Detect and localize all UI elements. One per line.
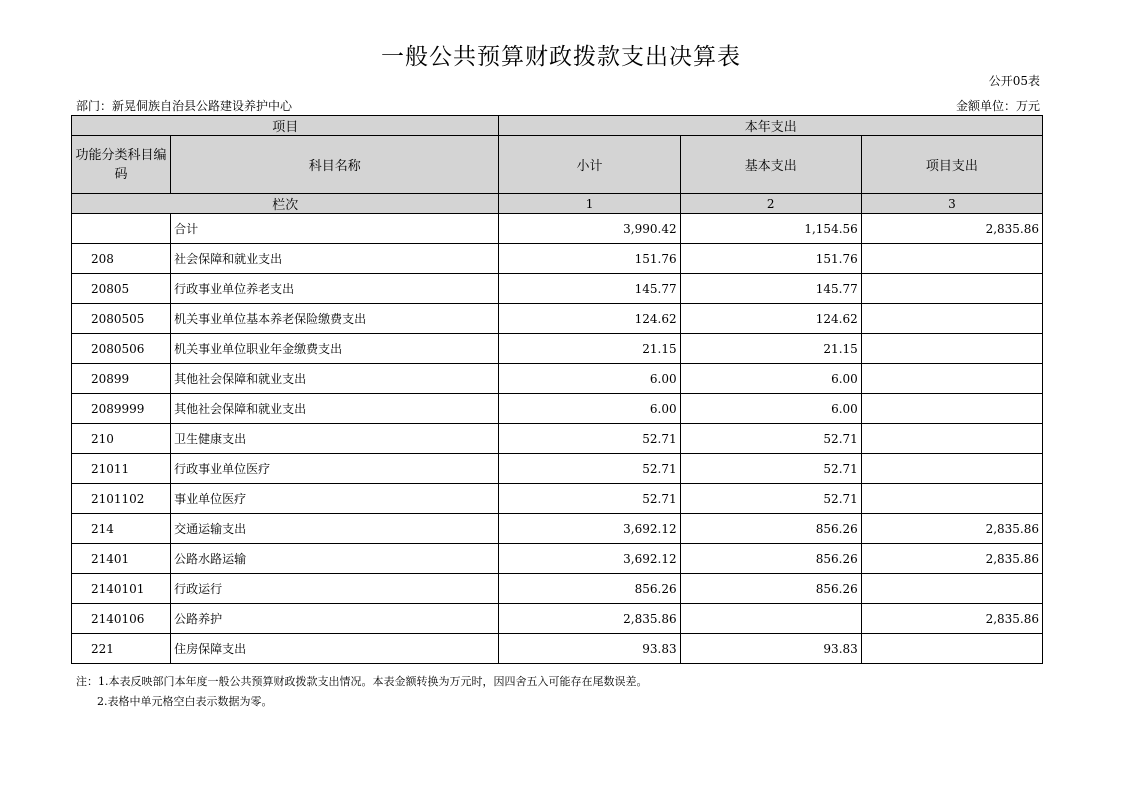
header-col-2: 2 bbox=[680, 194, 861, 214]
cell-subtotal: 3,990.42 bbox=[499, 214, 680, 244]
report-title: 一般公共预算财政拨款支出决算表 bbox=[381, 44, 741, 70]
table-row bbox=[72, 484, 1043, 514]
cell-subtotal: 6.00 bbox=[499, 394, 680, 424]
cell-basic: 856.26 bbox=[680, 574, 861, 604]
cell-code: 20805 bbox=[72, 274, 171, 304]
cell-subtotal: 3,692.12 bbox=[499, 544, 680, 574]
notes bbox=[76, 672, 648, 712]
cell-subtotal: 151.76 bbox=[499, 244, 680, 274]
header-year-expense: 本年支出 bbox=[499, 116, 1043, 136]
cell-subtotal: 52.71 bbox=[499, 424, 680, 454]
cell-code: 2089999 bbox=[72, 394, 171, 424]
cell-code: 21401 bbox=[72, 544, 171, 574]
cell-subtotal: 124.62 bbox=[499, 304, 680, 334]
table-row bbox=[72, 424, 1043, 454]
cell-subject-name: 行政事业单位医疗 bbox=[171, 454, 499, 484]
cell-basic: 145.77 bbox=[680, 274, 861, 304]
cell-project bbox=[861, 574, 1042, 604]
table-row bbox=[72, 394, 1043, 424]
cell-basic: 52.71 bbox=[680, 484, 861, 514]
cell-subtotal: 93.83 bbox=[499, 634, 680, 664]
table-row bbox=[72, 244, 1043, 274]
header-col-3: 3 bbox=[861, 194, 1042, 214]
cell-project: 2,835.86 bbox=[861, 214, 1042, 244]
form-number: 公开05表 bbox=[988, 74, 1040, 88]
cell-subject-name: 交通运输支出 bbox=[171, 514, 499, 544]
note-1: 注：1.本表反映部门本年度一般公共预算财政拨款支出情况。本表金额转换为万元时，因四舍五入可能存在尾数误差。 bbox=[76, 675, 648, 688]
cell-project: 2,835.86 bbox=[861, 604, 1042, 634]
table-row bbox=[72, 454, 1043, 484]
table-row bbox=[72, 364, 1043, 394]
table-row bbox=[72, 514, 1043, 544]
header-col-1: 1 bbox=[499, 194, 680, 214]
cell-subject-name: 卫生健康支出 bbox=[171, 424, 499, 454]
cell-project bbox=[861, 634, 1042, 664]
cell-subtotal: 856.26 bbox=[499, 574, 680, 604]
cell-subject-name: 社会保障和就业支出 bbox=[171, 244, 499, 274]
table-row bbox=[72, 214, 1043, 244]
header-project-expense: 项目支出 bbox=[861, 136, 1042, 194]
table-row bbox=[72, 334, 1043, 364]
header-column-no: 栏次 bbox=[72, 194, 499, 214]
cell-code: 208 bbox=[72, 244, 171, 274]
header-func-code: 功能分类科目编码 bbox=[72, 136, 171, 194]
header-row-1 bbox=[72, 116, 1043, 136]
header-basic: 基本支出 bbox=[680, 136, 861, 194]
cell-subtotal: 6.00 bbox=[499, 364, 680, 394]
cell-subtotal: 52.71 bbox=[499, 484, 680, 514]
cell-subject-name: 事业单位医疗 bbox=[171, 484, 499, 514]
cell-project bbox=[861, 394, 1042, 424]
cell-project bbox=[861, 334, 1042, 364]
cell-project bbox=[861, 484, 1042, 514]
cell-code: 2140101 bbox=[72, 574, 171, 604]
header-project: 项目 bbox=[72, 116, 499, 136]
cell-subject-name: 机关事业单位职业年金缴费支出 bbox=[171, 334, 499, 364]
cell-basic: 93.83 bbox=[680, 634, 861, 664]
cell-basic: 124.62 bbox=[680, 304, 861, 334]
table-row bbox=[72, 634, 1043, 664]
cell-subtotal: 3,692.12 bbox=[499, 514, 680, 544]
cell-project: 2,835.86 bbox=[861, 544, 1042, 574]
cell-code: 214 bbox=[72, 514, 171, 544]
cell-basic: 856.26 bbox=[680, 544, 861, 574]
cell-subject-name: 其他社会保障和就业支出 bbox=[171, 394, 499, 424]
cell-project: 2,835.86 bbox=[861, 514, 1042, 544]
table-row bbox=[72, 604, 1043, 634]
amount-unit-label: 金额单位：万元 bbox=[955, 99, 1040, 113]
cell-code: 2140106 bbox=[72, 604, 171, 634]
cell-project bbox=[861, 454, 1042, 484]
cell-subject-name: 机关事业单位基本养老保险缴费支出 bbox=[171, 304, 499, 334]
cell-project bbox=[861, 304, 1042, 334]
cell-subject-name: 行政事业单位养老支出 bbox=[171, 274, 499, 304]
cell-code: 2080505 bbox=[72, 304, 171, 334]
cell-code: 2101102 bbox=[72, 484, 171, 514]
cell-subject-name: 行政运行 bbox=[171, 574, 499, 604]
cell-subtotal: 2,835.86 bbox=[499, 604, 680, 634]
cell-subject-name: 住房保障支出 bbox=[171, 634, 499, 664]
cell-basic: 52.71 bbox=[680, 454, 861, 484]
cell-subtotal: 52.71 bbox=[499, 454, 680, 484]
expenditure-table bbox=[71, 115, 1043, 664]
table-row bbox=[72, 544, 1043, 574]
cell-basic: 21.15 bbox=[680, 334, 861, 364]
cell-code: 21011 bbox=[72, 454, 171, 484]
cell-project bbox=[861, 364, 1042, 394]
department-label: 部门：新晃侗族自治县公路建设养护中心 bbox=[76, 99, 293, 113]
cell-basic bbox=[680, 604, 861, 634]
cell-subject-name: 其他社会保障和就业支出 bbox=[171, 364, 499, 394]
cell-code: 221 bbox=[72, 634, 171, 664]
cell-code: 2080506 bbox=[72, 334, 171, 364]
cell-basic: 856.26 bbox=[680, 514, 861, 544]
cell-basic: 1,154.56 bbox=[680, 214, 861, 244]
note-2: 2.表格中单元格空白表示数据为零。 bbox=[97, 695, 273, 708]
cell-subtotal: 21.15 bbox=[499, 334, 680, 364]
cell-subtotal: 145.77 bbox=[499, 274, 680, 304]
cell-basic: 151.76 bbox=[680, 244, 861, 274]
cell-project bbox=[861, 274, 1042, 304]
table-row bbox=[72, 574, 1043, 604]
cell-code bbox=[72, 214, 171, 244]
table-row bbox=[72, 304, 1043, 334]
cell-subject-name: 公路养护 bbox=[171, 604, 499, 634]
header-row-column-no bbox=[72, 194, 1043, 214]
header-subject-name: 科目名称 bbox=[171, 136, 499, 194]
cell-project bbox=[861, 424, 1042, 454]
cell-subject-name: 合计 bbox=[171, 214, 499, 244]
cell-project bbox=[861, 244, 1042, 274]
cell-basic: 6.00 bbox=[680, 394, 861, 424]
cell-code: 20899 bbox=[72, 364, 171, 394]
header-subtotal: 小计 bbox=[499, 136, 680, 194]
cell-subject-name: 公路水路运输 bbox=[171, 544, 499, 574]
header-row-2 bbox=[72, 136, 1043, 194]
cell-basic: 6.00 bbox=[680, 364, 861, 394]
cell-code: 210 bbox=[72, 424, 171, 454]
cell-basic: 52.71 bbox=[680, 424, 861, 454]
table-row bbox=[72, 274, 1043, 304]
